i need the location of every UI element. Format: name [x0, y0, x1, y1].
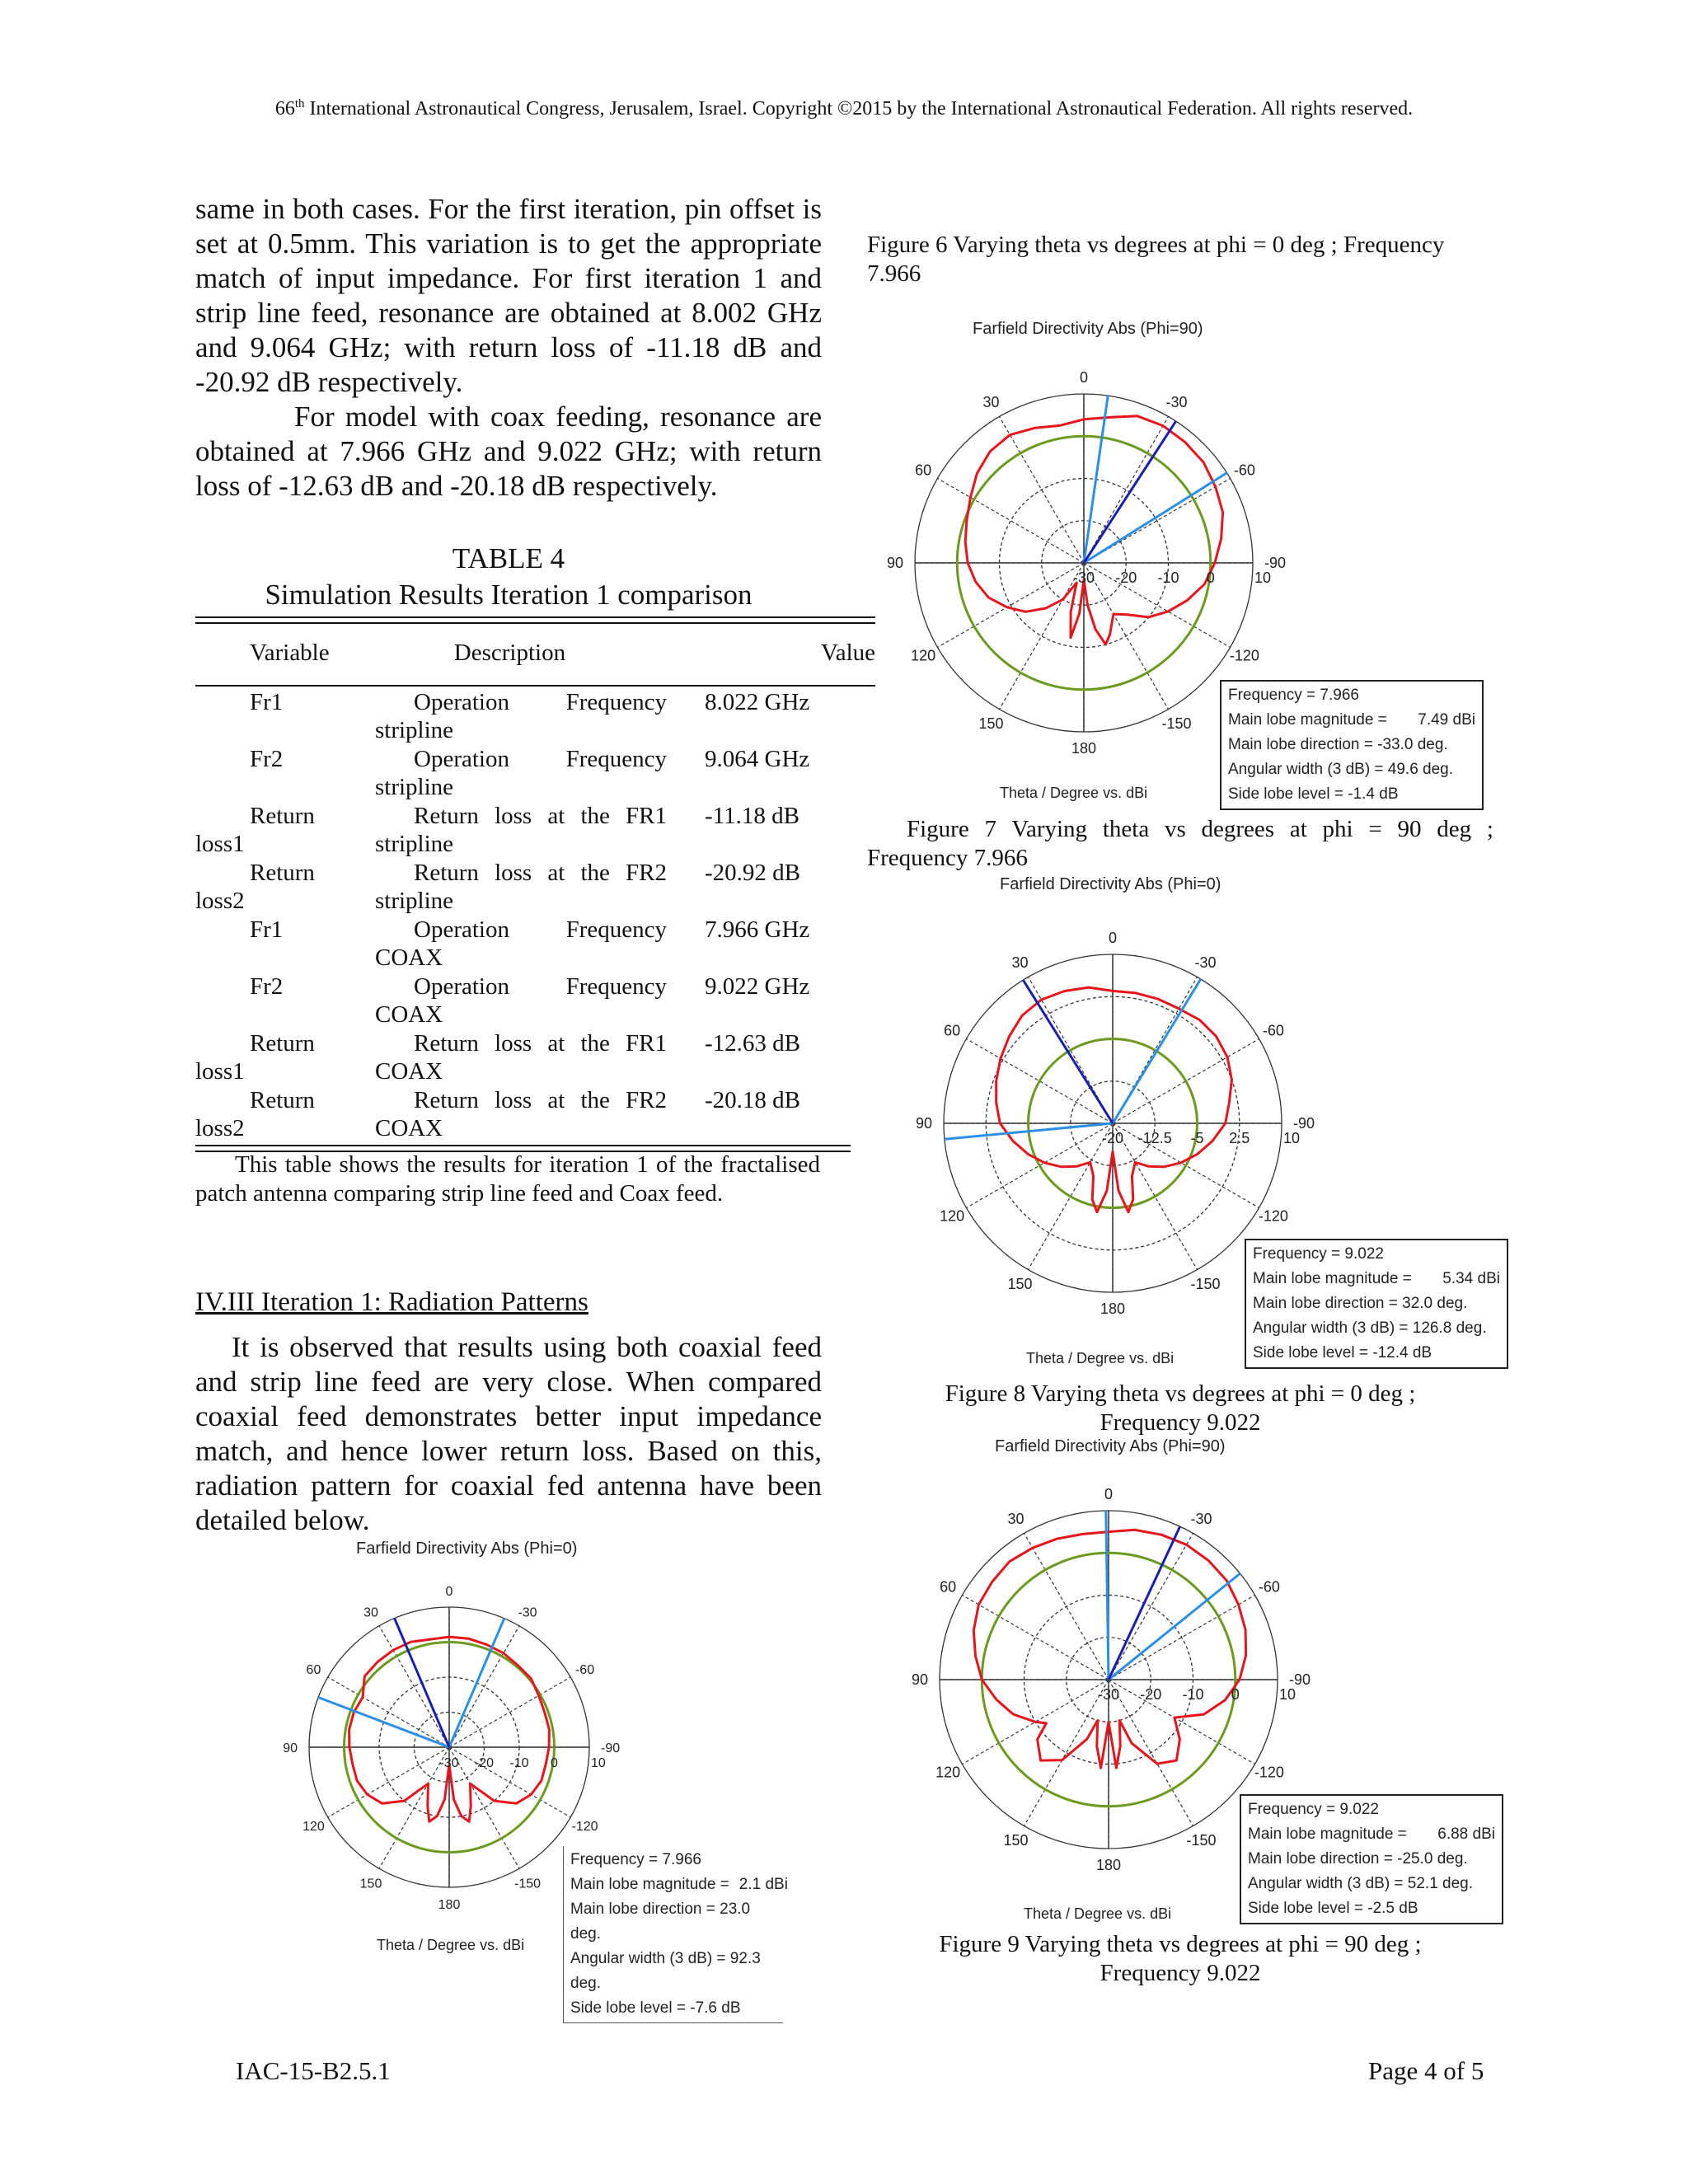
- angle-label: -150: [1161, 715, 1192, 732]
- axis-label: Theta / Degree vs. dBi: [1024, 1905, 1172, 1922]
- angle-label: 0: [445, 1585, 453, 1599]
- table-header-row: Variable Description Value: [250, 640, 875, 666]
- angle-label: -150: [1186, 1831, 1217, 1849]
- directivity-curve: [965, 416, 1222, 644]
- beamwidth-line: [1109, 1573, 1240, 1680]
- radial-label: -30: [1097, 1686, 1120, 1703]
- chart-title: Farfield Directivity Abs (Phi=0): [1000, 875, 1221, 893]
- main-lobe-line: [1023, 980, 1113, 1123]
- angle-label: -30: [1190, 1511, 1212, 1528]
- angle-label: -60: [574, 1663, 595, 1677]
- angle-label: -120: [1229, 647, 1259, 664]
- angle-label: 30: [982, 394, 1000, 411]
- beamwidth-line: [1113, 979, 1201, 1123]
- angle-label: 90: [911, 1671, 928, 1688]
- table-row: Fr2 Operation Frequency stripline 9.064 GHz: [250, 746, 810, 800]
- angle-label: 150: [359, 1877, 382, 1891]
- grid-spoke: [1109, 1533, 1193, 1680]
- angle-label: 0: [1108, 930, 1118, 946]
- angle-label: 180: [1100, 1301, 1126, 1317]
- paragraph: same in both cases. For the first iteration, pin offset is set at 0.5mm. This variation is to get the appropriate match of input impedance. For first iteration 1 and strip line feed, resonance are obtained at 8.002 GHz and 9.064 GHz; with return loss of -11.18 dB and -20.92 dB respectively.: [195, 193, 822, 398]
- radial-label: 10: [1283, 1130, 1301, 1146]
- angle-label: -30: [1194, 954, 1217, 972]
- angle-label: -30: [1165, 394, 1188, 411]
- page-header: 66th International Astronautical Congress, Jerusalem, Israel. Copyright ©2015 by the International Astronautical Federation. All rights reserved.: [274, 97, 1414, 120]
- angle-label: 60: [915, 462, 932, 479]
- radial-label: 10: [1279, 1686, 1296, 1703]
- angle-label: -150: [1190, 1275, 1221, 1292]
- angle-label: 180: [1095, 1857, 1122, 1873]
- angle-label: 30: [363, 1605, 378, 1620]
- angle-label: -90: [601, 1741, 621, 1755]
- radial-label: -12.5: [1137, 1130, 1172, 1146]
- section-heading: IV.III Iteration 1: Radiation Patterns: [195, 1287, 588, 1317]
- directivity-curve: [973, 1530, 1245, 1768]
- angle-label: 150: [1007, 1275, 1033, 1292]
- radial-label: -20: [1101, 1130, 1124, 1146]
- axis-label: Theta / Degree vs. dBi: [1000, 785, 1148, 801]
- radial-label: -30: [439, 1756, 459, 1770]
- figure-caption: Figure 6 Varying theta vs degrees at phi = 0 deg ; Frequency 7.966: [867, 232, 1445, 287]
- angle-label: -60: [1262, 1022, 1284, 1039]
- chart-legend: Frequency = 9.022 Main lobe magnitude = 5.34 dBi Main lobe direction = 32.0 deg. Angular width (3 dB) = 126.8 deg. Side lobe level = -12.4 dB: [1245, 1239, 1508, 1369]
- chart-title: Farfield Directivity Abs (Phi=90): [995, 1437, 1226, 1455]
- figure-caption: Figure 7 Varying theta vs degrees at phi = 90 deg ; Frequency 7.966: [867, 816, 1493, 871]
- angle-label: 120: [935, 1764, 961, 1781]
- angle-label: -60: [1258, 1578, 1280, 1596]
- table-title: Simulation Results Iteration 1 comparison: [265, 579, 753, 611]
- angle-label: 180: [1071, 740, 1097, 757]
- body-text-top: [195, 192, 822, 504]
- beamwidth-line: [1084, 473, 1226, 563]
- beamwidth-line: [1084, 396, 1108, 563]
- angle-label: -120: [1254, 1764, 1284, 1781]
- angle-label: -90: [1264, 555, 1287, 571]
- table-note: This table shows the results for iteration 1 of the fractalised patch antenna comparing strip line feed and Coax feed.: [195, 1151, 820, 1207]
- polar-chart: [911, 911, 1315, 1339]
- angle-label: -120: [571, 1820, 598, 1834]
- simulation-table: [195, 639, 875, 688]
- grid-spoke: [328, 1677, 449, 1747]
- angle-label: 30: [1007, 1511, 1025, 1528]
- grid-spoke: [379, 1626, 449, 1747]
- chart-legend: Frequency = 7.966 Main lobe magnitude = 2.1 dBi Main lobe direction = 23.0 deg. Angular width (3 dB) = 92.3 deg. Side lobe level = -7.6 dB: [563, 1846, 783, 2023]
- angle-label: 60: [940, 1578, 957, 1596]
- grid-spoke: [449, 1677, 570, 1747]
- grid-spoke: [937, 479, 1084, 564]
- main-lobe-line: [1109, 1526, 1180, 1680]
- table-row: Return loss2 Return loss at the FR2 stripline -20.92 dB: [195, 860, 800, 914]
- angle-label: 90: [915, 1115, 932, 1132]
- table-row: Fr1 Operation Frequency COAX 7.966 GHz: [250, 916, 810, 971]
- radial-label: 10: [591, 1756, 606, 1770]
- grid-spoke: [962, 1596, 1109, 1680]
- grid-spoke: [379, 1747, 449, 1868]
- angle-label: -90: [1293, 1115, 1315, 1132]
- radial-label: 0: [551, 1756, 558, 1770]
- radial-label: -10: [1182, 1686, 1204, 1703]
- radial-label: -10: [509, 1756, 529, 1770]
- chart-legend: Frequency = 7.966 Main lobe magnitude = 7.49 dBi Main lobe direction = -33.0 deg. Angular width (3 dB) = 49.6 deg. Side lobe level = -1.4 dB: [1220, 680, 1484, 810]
- footer-left: IAC-15-B2.5.1: [236, 2056, 391, 2085]
- main-lobe-line: [1084, 421, 1176, 563]
- table-row: Return loss1 Return loss at the FR1 COAX -12.63 dB: [195, 1030, 800, 1085]
- radial-label: -20: [1140, 1686, 1162, 1703]
- angle-label: 30: [1011, 954, 1029, 972]
- angle-label: 60: [944, 1022, 961, 1039]
- angle-label: 120: [940, 1207, 965, 1225]
- radial-label: 0: [1231, 1686, 1240, 1703]
- chart-title: Farfield Directivity Abs (Phi=90): [973, 320, 1203, 338]
- angle-label: 120: [302, 1820, 325, 1834]
- angle-label: -90: [1289, 1671, 1311, 1688]
- angle-label: -60: [1233, 462, 1255, 479]
- angle-label: 0: [1079, 369, 1089, 386]
- angle-label: -120: [1258, 1207, 1288, 1225]
- axis-label: Theta / Degree vs. dBi: [377, 1937, 525, 1953]
- radial-label: -20: [1115, 569, 1137, 586]
- angle-label: 120: [911, 647, 936, 664]
- angle-label: 60: [306, 1663, 321, 1677]
- angle-label: 90: [283, 1741, 298, 1755]
- radial-label: 0: [1206, 569, 1215, 586]
- angle-label: 150: [1003, 1831, 1029, 1849]
- grid-spoke: [1084, 416, 1169, 563]
- radial-label: 10: [1254, 569, 1272, 586]
- paragraph: For model with coax feeding, resonance are obtained at 7.966 GHz and 9.022 GHz; with return loss of -12.63 dB and -20.18 dB respectively.: [195, 401, 822, 502]
- chart-title: Farfield Directivity Abs (Phi=0): [356, 1540, 578, 1558]
- angle-label: -150: [513, 1877, 542, 1891]
- table-body: [195, 688, 875, 1143]
- grid-spoke: [1025, 1680, 1109, 1826]
- radial-label: -30: [1072, 569, 1095, 586]
- angle-label: 180: [438, 1898, 461, 1912]
- axis-label: Theta / Degree vs. dBi: [1026, 1350, 1175, 1366]
- table-label: TABLE 4: [452, 542, 565, 574]
- table-row: Fr1 Operation Frequency stripline 8.022 GHz: [250, 689, 810, 743]
- radial-label: -20: [474, 1756, 495, 1770]
- table-row: Return loss2 Return loss at the FR2 COAX -20.18 dB: [195, 1087, 800, 1141]
- footer-right: Page 4 of 5: [1368, 2056, 1484, 2085]
- angle-label: 90: [886, 555, 903, 571]
- angle-label: -30: [518, 1605, 537, 1620]
- grid-spoke: [328, 1747, 449, 1817]
- angle-label: 0: [1104, 1486, 1114, 1502]
- radial-label: -5: [1190, 1130, 1204, 1146]
- figure-caption: Figure 8 Varying theta vs degrees at phi = 0 deg ;: [945, 1380, 1416, 1407]
- beamwidth-line: [318, 1697, 449, 1747]
- radial-label: -10: [1157, 569, 1179, 586]
- table-row: Fr2 Operation Frequency COAX 9.022 GHz: [250, 973, 810, 1028]
- figure-caption: Frequency 9.022: [1100, 1960, 1261, 1986]
- radial-label: 2.5: [1229, 1130, 1250, 1146]
- chart-legend: Frequency = 9.022 Main lobe magnitude = 6.88 dBi Main lobe direction = -25.0 deg. Angular width (3 dB) = 52.1 deg. Side lobe level = -2.5 dB: [1240, 1794, 1503, 1924]
- table-row: Return loss1 Return loss at the FR1 stripline -11.18 dB: [195, 803, 799, 857]
- figure-caption: Frequency 9.022: [1100, 1409, 1261, 1436]
- angle-label: 150: [978, 715, 1004, 732]
- figure-caption: Figure 9 Varying theta vs degrees at phi = 90 deg ;: [939, 1931, 1422, 1957]
- paragraph: It is observed that results using both coaxial feed and strip line feed are very close. When compared coaxial feed demonstrates better input impedance match, and hence lower return loss. Based on this, radiation pattern for coaxial fed antenna have been detailed below.: [195, 1331, 822, 1536]
